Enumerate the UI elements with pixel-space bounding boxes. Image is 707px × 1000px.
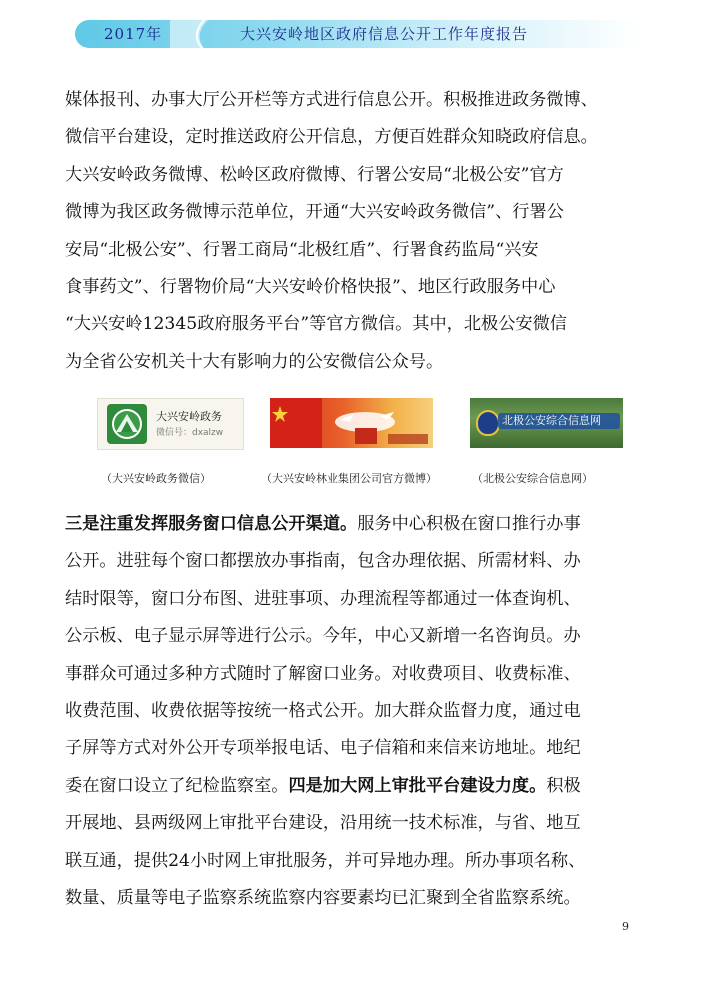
weibo-banner-image [270,398,433,448]
text-line: 数量、质量等电子监察系统监察内容要素均已汇聚到全省监察系统。 [65,888,581,909]
section-heading-3: 三是注重发挥服务窗口信息公开渠道。 [65,514,358,534]
text-line: 公开。进驻每个窗口都摆放办事指南，包含办理依据、所需材料、办 [65,551,581,572]
page-number: 9 [622,920,629,933]
figure-weibo-banner [270,398,433,448]
text-line: 子屏等方式对外公开专项举报电话、电子信箱和来信来访地址。地纪 [65,738,581,759]
text-line: 事群众可通过多种方式随时了解窗口业务。对收费项目、收费标准、 [65,663,581,684]
police-badge-icon [476,410,500,436]
text-line: 为全省公安机关十大有影响力的公安微信公众号。 [65,351,444,372]
text-span: 服务中心积极在窗口推行办事 [357,514,581,534]
paragraph-1 [65,82,647,381]
wechat-account-name: 大兴安岭政务 [156,410,222,423]
text-line: 收费范围、收费依据等按统一格式公开。加大群众监督力度，通过电 [65,701,581,722]
body-text [65,82,647,381]
figure-police-website [470,398,623,448]
figure-row [0,398,707,496]
text-line: 微博为我区政务微博示范单位，开通“大兴安岭政务微信”、行署公 [65,202,564,223]
text-span: 委在窗口设立了纪检监察室。 [65,775,289,796]
wechat-account-id: 微信号：dxalzw [156,428,224,438]
text-span: 积极 [546,775,581,796]
header-wave-decoration [170,20,230,48]
text-line: 公示板、电子显示屏等进行公示。今年，中心又新增一名咨询员。办 [65,626,581,647]
figure-caption-2: （大兴安岭林业集团公司官方微博） [261,472,437,485]
figure-wechat-card [97,398,244,450]
text-line: 大兴安岭政务微博、松岭区政府微博、行署公安局“北极公安”官方 [65,164,564,185]
wechat-logo-icon [107,404,147,444]
text-line: 媒体报刊、办事大厅公开栏等方式进行信息公开。积极推进政务微博、 [65,90,598,110]
text-line: 联互通，提供24小时网上审批服务，并可异地办理。所办事项名称、 [65,850,586,871]
text-line: 结时限等，窗口分布图、进驻事项、办理流程等都通过一体查询机、 [65,588,581,609]
text-line: 食事药文”、行署物价局“大兴安岭价格快报”、地区行政服务中心 [65,277,556,298]
header-title: 大兴安岭地区政府信息公开工作年度报告 [240,25,529,43]
text-line [65,506,647,543]
header-year: 2017年 [104,25,163,43]
paragraph-2 [65,506,647,917]
section-heading-4: 四是加大网上审批平台建设力度。 [288,775,547,796]
text-line: 微信平台建设，定时推送政府公开信息，方便百姓群众知晓政府信息。 [65,127,598,148]
text-line: 安局“北极公安”、行署工商局“北极红盾”、行署食药监局“兴安 [65,239,539,260]
text-line: “大兴安岭12345政府服务平台”等官方微信。其中，北极公安微信 [65,314,567,335]
figure-caption-1: （大兴安岭政务微信） [101,472,211,485]
text-line [65,768,647,805]
text-line: 开展地、县两级网上审批平台建设，沿用统一技术标准，与省、地互 [65,813,581,834]
figure-caption-3: （北极公安综合信息网） [472,472,593,485]
police-website-banner: 北极公安综合信息网 [498,413,620,429]
